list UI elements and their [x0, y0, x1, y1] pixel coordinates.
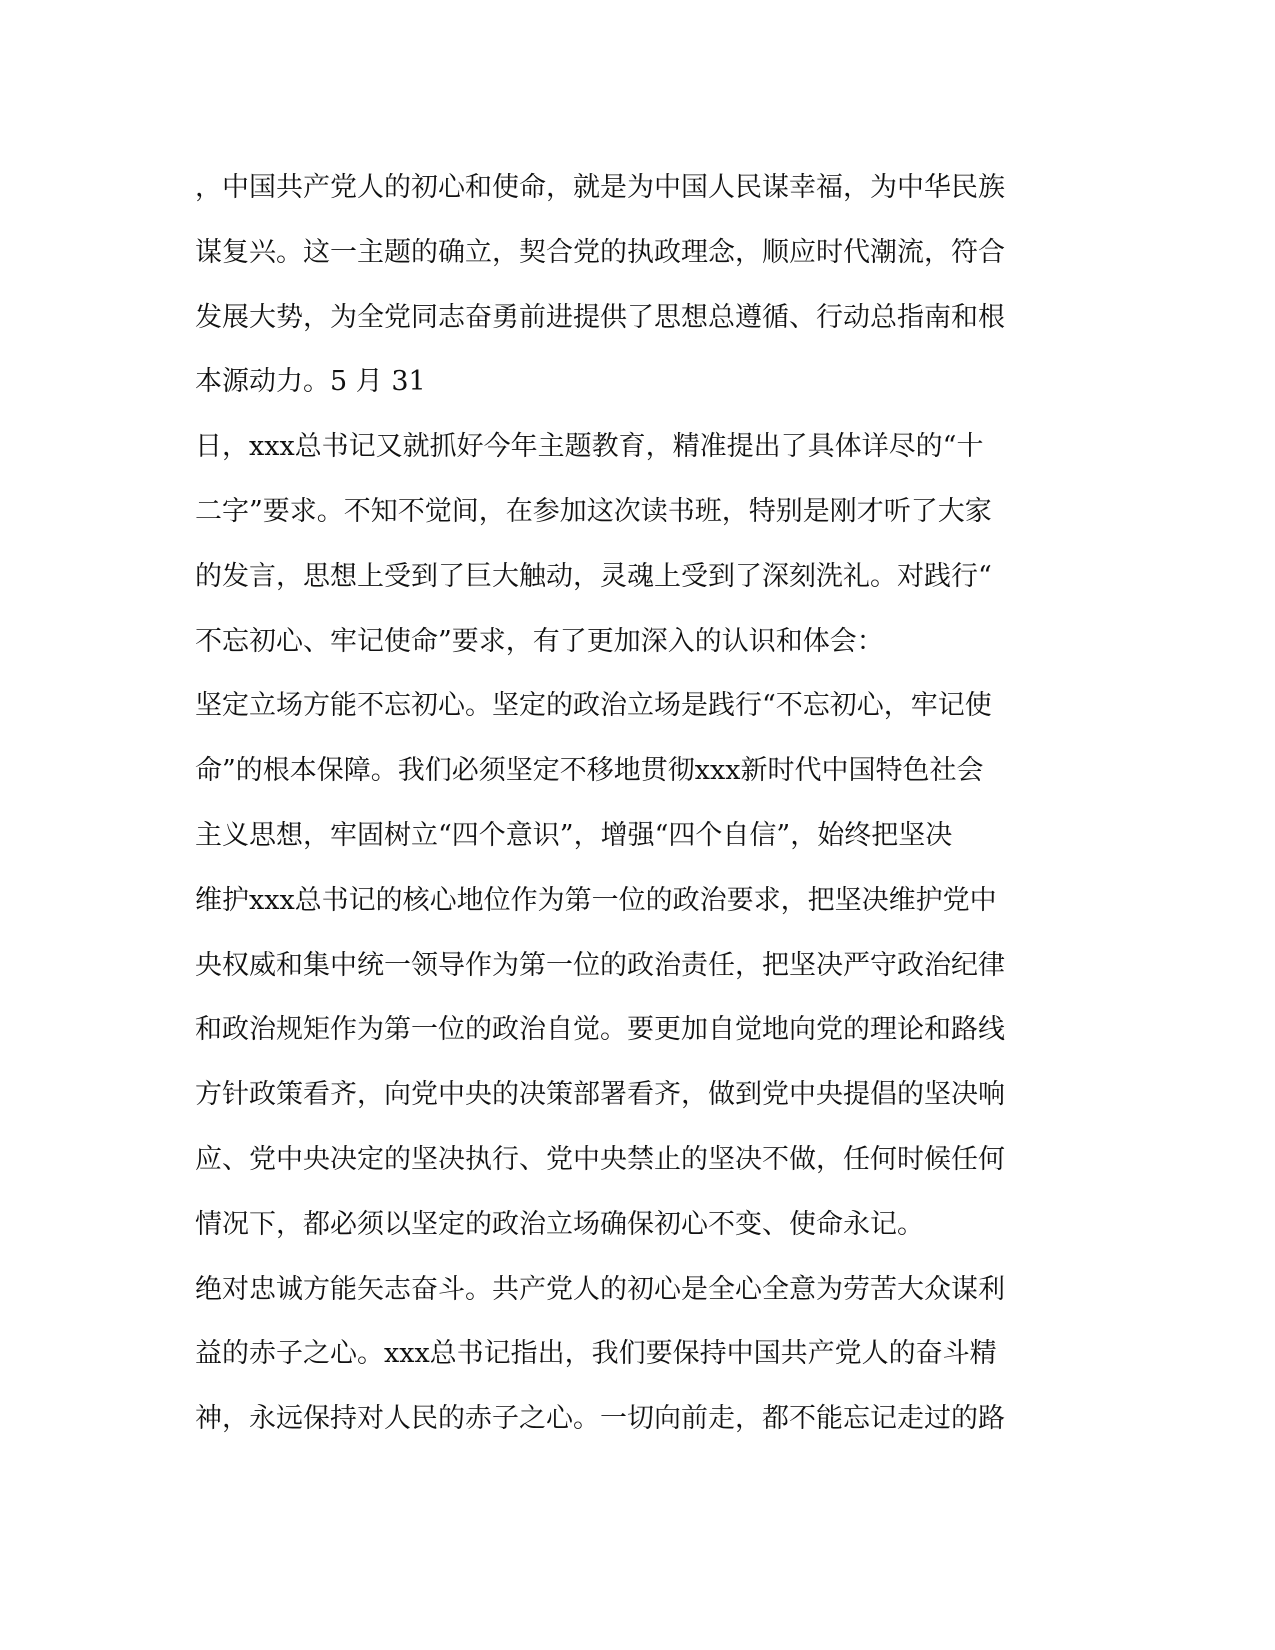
text-line: 情况下，都必须以坚定的政治立场确保初心不变、使命永记。: [195, 1208, 924, 1240]
text-line: 和政治规矩作为第一位的政治自觉。要更加自觉地向党的理论和路线: [195, 1014, 1005, 1046]
text-line: 二字”要求。不知不觉间，在参加这次读书班，特别是刚才听了大家: [195, 495, 992, 527]
text-line: 神，永远保持对人民的赤子之心。一切向前走，都不能忘记走过的路: [195, 1403, 1005, 1435]
text-line: 主义思想，牢固树立“四个意识”，增强“四个自信”，始终把坚决: [195, 819, 953, 851]
text-line: 日，xxx总书记又就抓好今年主题教育，精准提出了具体详尽的“十: [195, 431, 984, 463]
body-text: [195, 156, 1085, 1452]
text-line: ，中国共产党人的初心和使命，就是为中国人民谋幸福，为中华民族: [195, 172, 1005, 203]
text-line: 央权威和集中统一领导作为第一位的政治责任，把坚决严守政治纪律: [195, 949, 1005, 981]
text-line: 方针政策看齐，向党中央的决策部署看齐，做到党中央提倡的坚决响: [195, 1079, 1005, 1111]
text-line: 命”的根本保障。我们必须坚定不移地贯彻xxx新时代中国特色社会: [195, 755, 984, 787]
text-line: 应、党中央决定的坚决执行、党中央禁止的坚决不做，任何时候任何: [195, 1143, 1005, 1175]
text-line: 谋复兴。这一主题的确立，契合党的执政理念，顺应时代潮流，符合: [195, 236, 1005, 268]
text-line: 不忘初心、牢记使命”要求，有了更加深入的认识和体会：: [195, 625, 884, 657]
text-line: 绝对忠诚方能矢志奋斗。共产党人的初心是全心全意为劳苦大众谋利: [195, 1273, 1005, 1305]
text-line: 坚定立场方能不忘初心。坚定的政治立场是践行“不忘初心，牢记使: [195, 690, 992, 722]
text-line: 本源动力。5 月 31: [195, 366, 426, 398]
text-line: 发展大势，为全党同志奋勇前进提供了思想总遵循、行动总指南和根: [195, 301, 1005, 333]
text-line: 维护xxx总书记的核心地位作为第一位的政治要求，把坚决维护党中: [195, 884, 997, 916]
text-line: 的发言，思想上受到了巨大触动，灵魂上受到了深刻洗礼。对践行“: [195, 560, 992, 592]
text-line: 益的赤子之心。xxx总书记指出，我们要保持中国共产党人的奋斗精: [195, 1338, 997, 1370]
